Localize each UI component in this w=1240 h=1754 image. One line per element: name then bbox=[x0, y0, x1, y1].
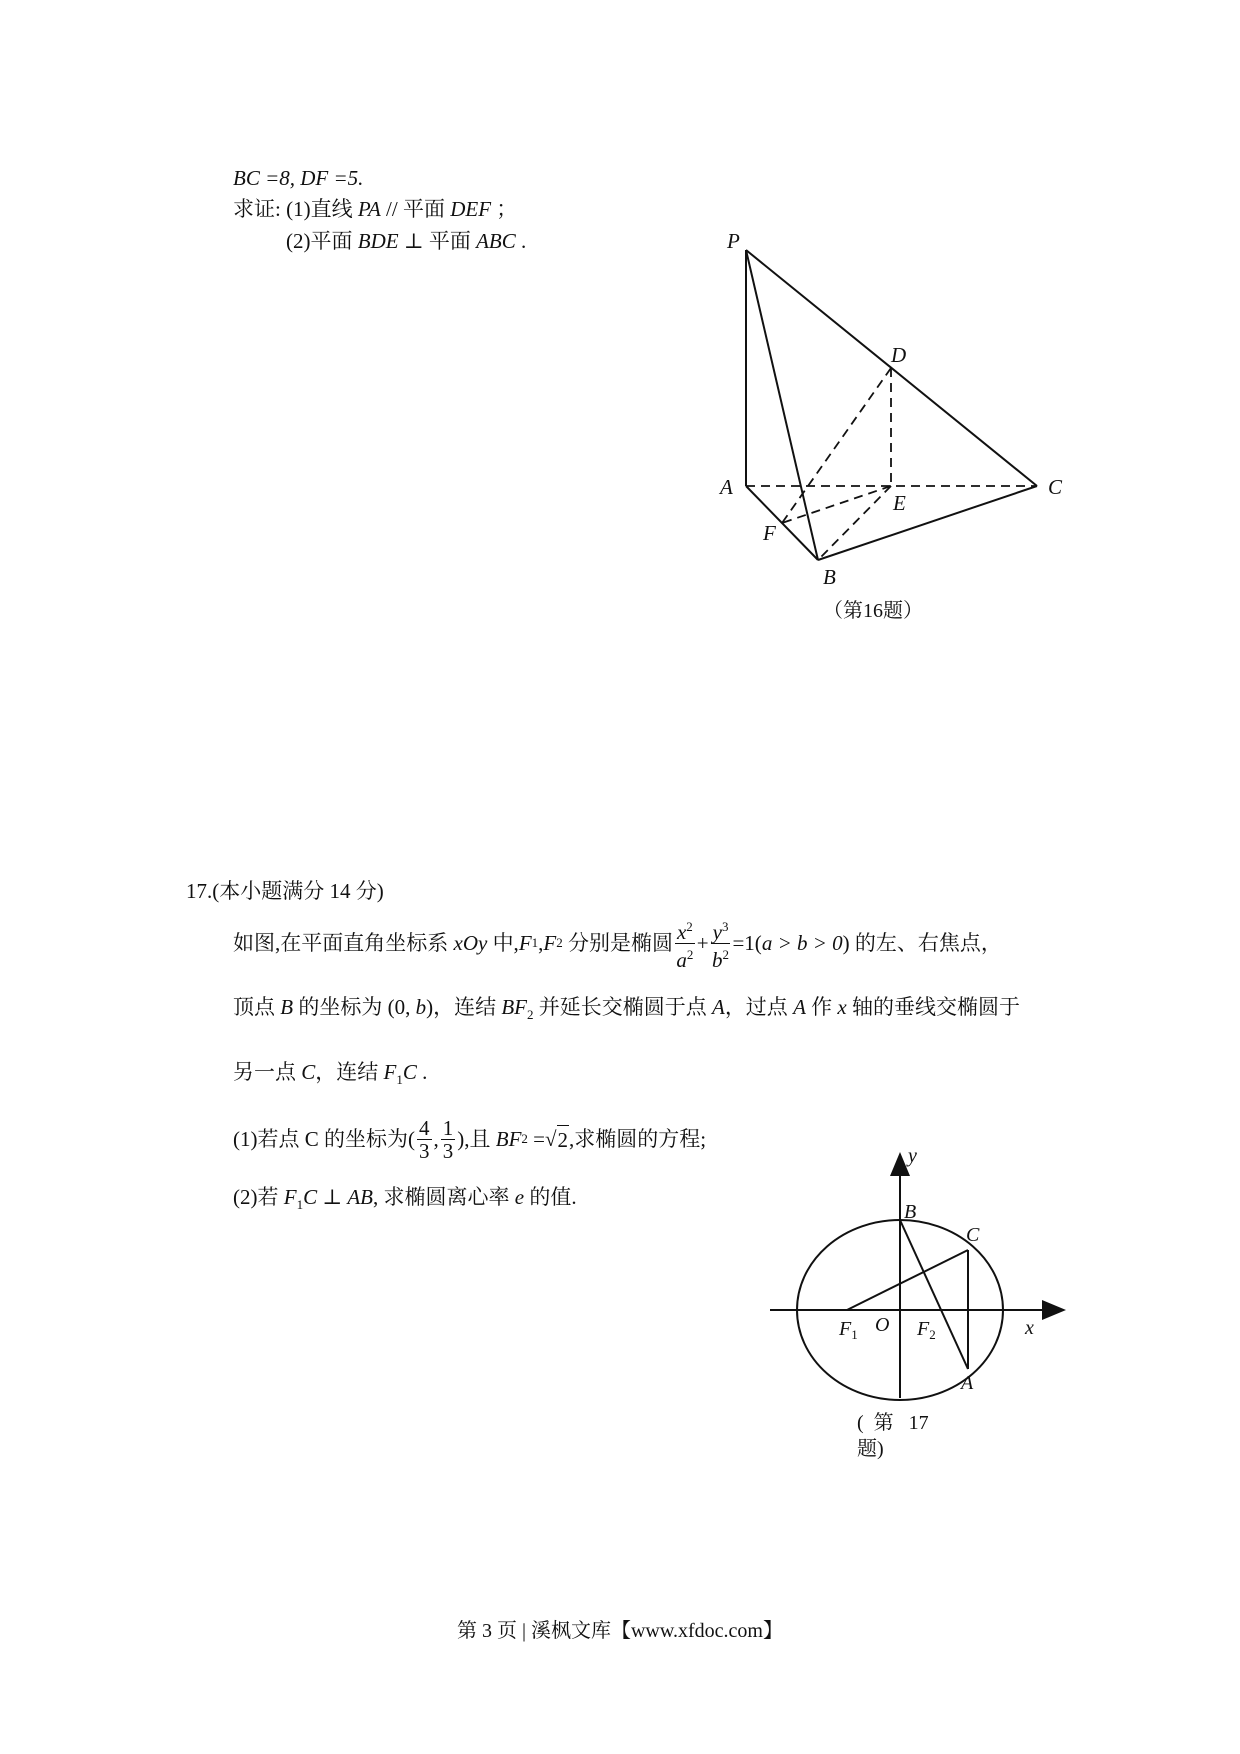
label-A17: A bbox=[961, 1372, 974, 1394]
edge-EB-dashed bbox=[818, 486, 891, 560]
p17-p2-C: C bbox=[303, 1185, 318, 1209]
p17-l1-close: ) bbox=[842, 931, 850, 955]
edge-PB bbox=[746, 250, 818, 560]
p17-l2-d: 并延长交椭圆于点 bbox=[538, 995, 707, 1019]
label-C17: C bbox=[966, 1224, 980, 1246]
p17-p1-b: ,且 bbox=[464, 1127, 491, 1151]
p17-p1-BF-sub: 2 bbox=[521, 1131, 528, 1146]
edge-DF-dashed bbox=[782, 368, 891, 523]
p17-l2-f: 作 bbox=[811, 995, 833, 1019]
p17-p2-c: 的值. bbox=[529, 1185, 577, 1209]
p17-p2-b: , 求椭圆离心率 bbox=[373, 1185, 510, 1209]
p17-l1-F2: F bbox=[543, 931, 557, 955]
p17-l2-c: ，连结 bbox=[433, 995, 497, 1019]
p17-p1-sqrt-val: 2 bbox=[557, 1125, 570, 1154]
label-E: E bbox=[893, 491, 906, 515]
p17-l2-x: x bbox=[837, 995, 847, 1019]
p16-part2-number: (2) bbox=[286, 229, 311, 253]
p17-l2-e: ，过点 bbox=[724, 995, 788, 1019]
p16-part1-plane-def: DEF bbox=[450, 197, 492, 221]
p17-p1-eq: = bbox=[533, 1127, 545, 1151]
p17-p1-c: ,求椭圆的方程; bbox=[569, 1127, 707, 1151]
label-O: O bbox=[875, 1314, 890, 1336]
label-y: y bbox=[908, 1145, 917, 1167]
p17-line1 bbox=[233, 913, 1002, 973]
p17-p1-open: ( bbox=[408, 1127, 415, 1151]
p17-p2-e: e bbox=[514, 1185, 525, 1209]
p17-l1-pre: 如图,在平面直角坐标系 bbox=[233, 931, 449, 955]
p17-caption-line1: ( 第 17 bbox=[857, 1412, 929, 1434]
p16-caption: （第16题） bbox=[823, 600, 923, 622]
p17-l2-a: 顶点 bbox=[233, 995, 275, 1019]
frac1-den: a bbox=[676, 947, 687, 972]
p17-p1-sqrt-sym: √ bbox=[545, 1127, 557, 1151]
frac1-num-sup: 2 bbox=[686, 918, 693, 934]
frac2-den: b bbox=[712, 947, 723, 972]
label-B17: B bbox=[904, 1201, 917, 1223]
edge-AB bbox=[746, 486, 818, 560]
p17-l3-F-sub: 1 bbox=[396, 1072, 403, 1088]
p17-l3-C2: C bbox=[402, 1060, 417, 1084]
frac2-den-sup: 2 bbox=[722, 946, 730, 962]
p17-l2-coord-b: b bbox=[415, 995, 427, 1019]
p17-p2-AB: AB bbox=[347, 1185, 373, 1209]
p16-part1-text: 直线 bbox=[310, 197, 353, 221]
p17-l1-plus: + bbox=[696, 931, 709, 955]
p16-given-text: BC =8, DF =5. bbox=[233, 166, 364, 190]
p16-prove-label: 求证: bbox=[233, 197, 281, 221]
p17-p1-n2: 1 bbox=[442, 1115, 454, 1140]
p17-l2-g: 轴的垂线交椭圆于 bbox=[851, 995, 1020, 1019]
p17-header: 17.(本小题满分 14 分) bbox=[186, 879, 384, 903]
p16-part2-perp: ⊥ bbox=[403, 229, 424, 253]
p17-p2-F: F bbox=[283, 1185, 297, 1209]
p17-l1-eq: =1( bbox=[732, 931, 762, 955]
p17-p1-BF: BF bbox=[495, 1127, 522, 1151]
p17-l2-B: B bbox=[280, 995, 294, 1019]
p17-l3-a: 另一点 bbox=[233, 1060, 296, 1084]
line-BA bbox=[900, 1220, 968, 1369]
page-footer: 第 3 页 | 溪枫文库【www.xfdoc.com】 bbox=[456, 1620, 783, 1642]
p17-l1-post: 的左、右焦点， bbox=[854, 931, 1002, 955]
label-F: F bbox=[763, 521, 776, 545]
frac2-num: y bbox=[712, 919, 722, 944]
frac1-num: x bbox=[676, 919, 687, 944]
p16-part1-line-pa: PA bbox=[357, 197, 381, 221]
p16-part2-plane-abc: ABC bbox=[476, 229, 516, 253]
p16-part2-plane: 平面 bbox=[310, 229, 353, 253]
edge-BC bbox=[818, 486, 1037, 560]
p16-part1-plane: 平面 bbox=[402, 197, 445, 221]
p17-l2-BF-sub: 2 bbox=[526, 1007, 534, 1023]
p17-p1-d2: 3 bbox=[442, 1138, 454, 1163]
label-F1: $F_1$ bbox=[839, 1318, 858, 1342]
p17-l3-b: ，连结 bbox=[315, 1060, 379, 1084]
p17-l2-A2: A bbox=[793, 995, 806, 1019]
p17-l2-coord: (0, bbox=[387, 995, 416, 1019]
p17-l2-b: 的坐标为 bbox=[298, 995, 383, 1019]
label-D: D bbox=[891, 343, 907, 367]
p17-p1-d1: 3 bbox=[419, 1138, 430, 1163]
p17-line3 bbox=[233, 1058, 427, 1094]
label-B: B bbox=[823, 565, 836, 589]
p17-figure bbox=[0, 1140, 1240, 1490]
p16-part2-plane2: 平面 bbox=[428, 229, 471, 253]
p17-p2-F-sub: 1 bbox=[296, 1197, 304, 1213]
p16-part2-plane-bde: BDE bbox=[357, 229, 399, 253]
p17-l1-mid2: 分别是椭圆 bbox=[567, 931, 673, 955]
p17-l3-C: C bbox=[301, 1060, 316, 1084]
label-x: x bbox=[1025, 1317, 1034, 1339]
p16-part1-number: (1) bbox=[286, 197, 311, 221]
p17-l3-F: F bbox=[383, 1060, 397, 1084]
p17-line2 bbox=[233, 993, 1020, 1029]
p17-l1-comma: , bbox=[538, 931, 544, 955]
p17-caption-line2: 题) bbox=[857, 1438, 884, 1460]
edge-EF-dashed bbox=[782, 486, 891, 523]
p17-l2-A: A bbox=[711, 995, 725, 1019]
p16-part2-end: . bbox=[521, 229, 527, 253]
label-A: A bbox=[720, 475, 733, 499]
line-F1C bbox=[847, 1250, 968, 1310]
frac1-den-sup: 2 bbox=[686, 946, 694, 962]
p17-l3-c: . bbox=[422, 1060, 428, 1084]
label-F2: $F_2$ bbox=[917, 1318, 936, 1342]
p17-p1-close: ) bbox=[457, 1127, 465, 1151]
p17-l1-F2-sub: 2 bbox=[556, 935, 563, 950]
p17-p1-a: (1)若点 C 的坐标为 bbox=[233, 1127, 408, 1151]
p17-l1-xoy: xOy bbox=[453, 931, 488, 955]
label-C: C bbox=[1048, 475, 1063, 499]
p17-p1-n1: 4 bbox=[419, 1115, 430, 1140]
p16-part1-parallel: // bbox=[386, 197, 398, 221]
frac2-num-sup: 3 bbox=[721, 918, 729, 934]
p17-l2-BF: BF bbox=[501, 995, 527, 1019]
p17-p1-comma: , bbox=[433, 1127, 439, 1151]
p17-frac-y3-b2 bbox=[711, 916, 731, 971]
p17-l2-coord-close: ) bbox=[426, 995, 434, 1019]
p17-frac-x2-a2 bbox=[675, 916, 695, 971]
p17-l1-F1-sub: 1 bbox=[531, 935, 539, 950]
p17-p2-a: (2)若 bbox=[233, 1185, 279, 1209]
p16-part1-end: ； bbox=[496, 197, 518, 221]
p17-l1-cond: a > b > 0 bbox=[761, 931, 843, 955]
label-P: P bbox=[727, 229, 740, 253]
p17-p2-perp: ⊥ bbox=[322, 1185, 343, 1209]
p16-figure bbox=[0, 0, 1240, 700]
p17-l1-mid1: 中, bbox=[492, 931, 519, 955]
p17-l1-F1: F bbox=[518, 931, 532, 955]
